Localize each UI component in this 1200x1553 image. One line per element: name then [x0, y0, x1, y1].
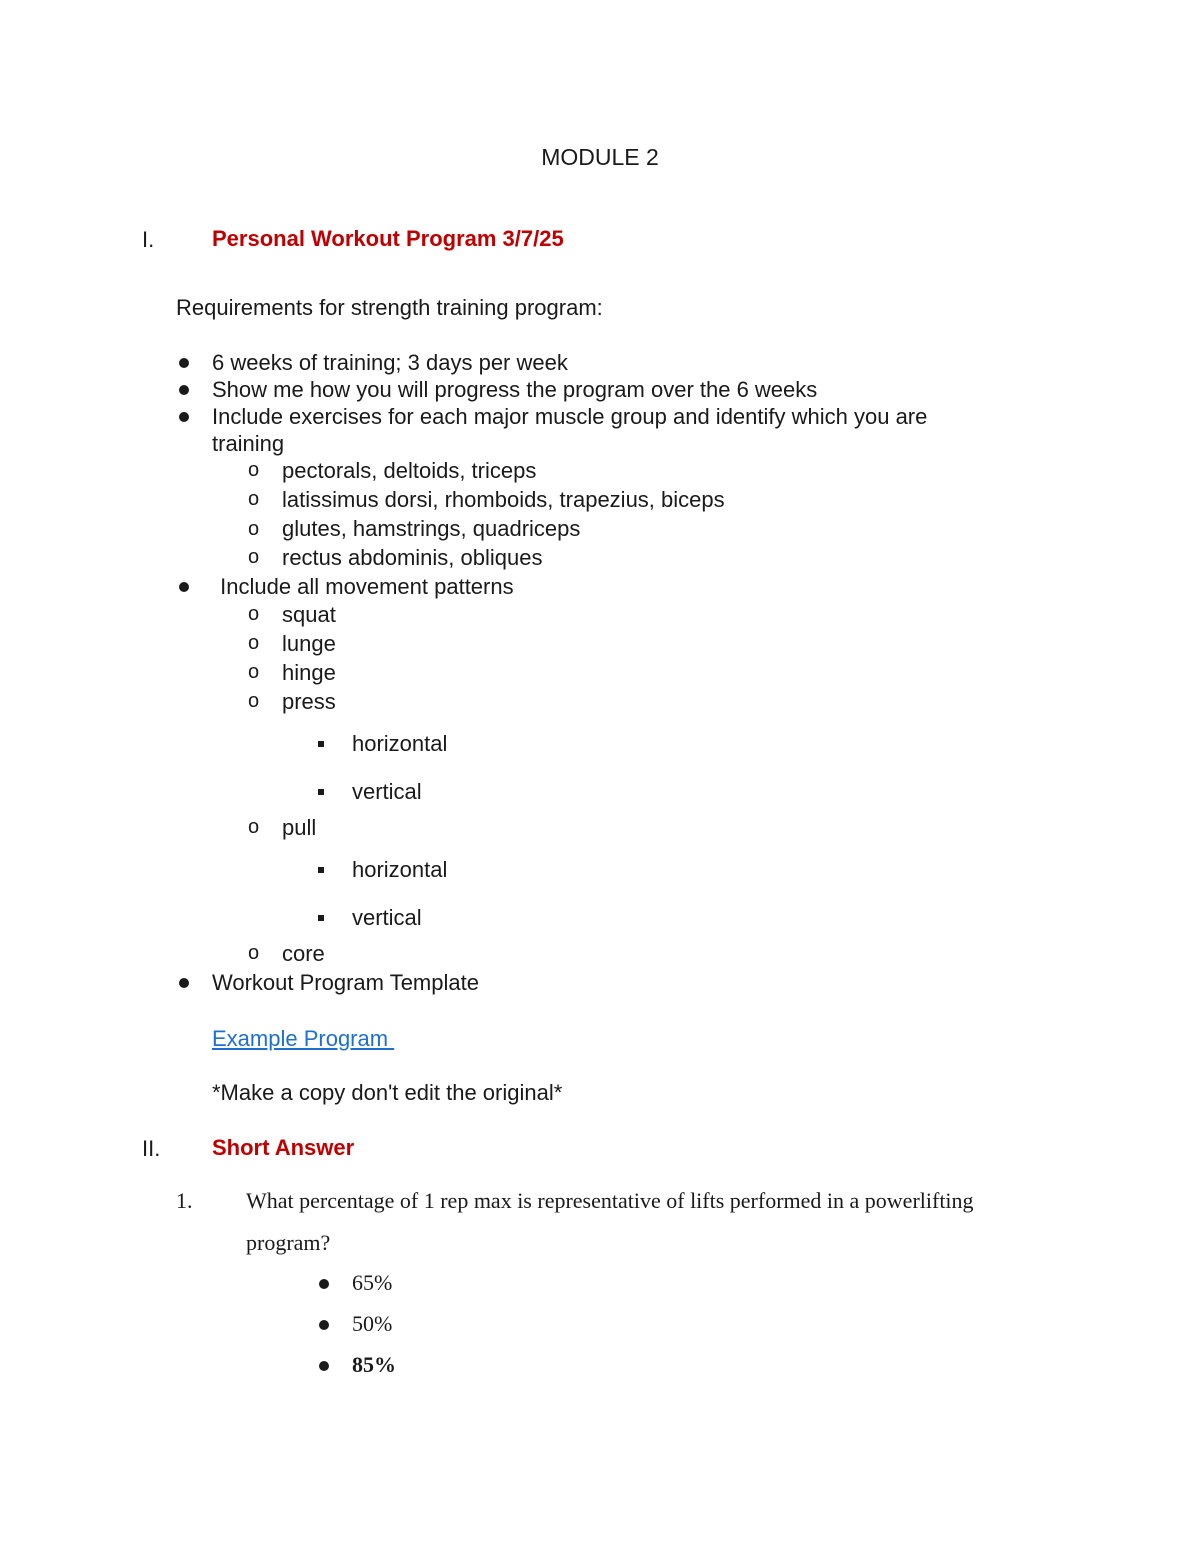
ring-marker: o — [248, 603, 260, 625]
sub-list-item: hinge — [282, 660, 336, 685]
answer-option-correct: 85% — [352, 1352, 396, 1377]
section-heading: Personal Workout Program 3/7/25 — [212, 226, 564, 251]
sub-sub-list-item: horizontal — [352, 731, 448, 756]
list-item: Show me how you will progress the program over the 6 weeks — [212, 377, 818, 402]
section-heading: Short Answer — [212, 1135, 355, 1160]
list-item: Workout Program Template — [212, 970, 479, 995]
sub-list-item: press — [282, 689, 336, 714]
copy-note: *Make a copy don't edit the original* — [212, 1080, 563, 1105]
square-bullet — [318, 789, 324, 795]
sub-sub-list-item: vertical — [352, 905, 422, 930]
requirements-intro: Requirements for strength training program: — [176, 295, 603, 320]
question-text-continuation: program? — [246, 1230, 331, 1255]
list-item-continuation: training — [212, 431, 285, 456]
ring-marker: o — [248, 661, 260, 683]
section-numeral: I. — [142, 227, 155, 252]
sub-list-item: pull — [282, 815, 317, 840]
answer-option: 50% — [352, 1311, 393, 1336]
bullet-disc — [179, 582, 189, 592]
sub-list-item: lunge — [282, 631, 336, 656]
square-bullet — [318, 741, 324, 747]
ring-marker: o — [248, 546, 260, 568]
bullet-disc — [319, 1279, 329, 1289]
ring-marker: o — [248, 488, 260, 510]
section-numeral: II. — [142, 1136, 161, 1161]
list-item: Include exercises for each major muscle group and identify which you are — [212, 404, 928, 429]
ring-marker: o — [248, 816, 260, 838]
question-number: 1. — [176, 1188, 193, 1213]
example-program-link[interactable]: Example Program — [212, 1026, 395, 1051]
sub-list-item: squat — [282, 602, 336, 627]
ring-marker: o — [248, 942, 260, 964]
list-item: 6 weeks of training; 3 days per week — [212, 350, 568, 375]
bullet-disc — [319, 1361, 329, 1371]
bullet-disc — [179, 385, 189, 395]
sub-list-item: latissimus dorsi, rhomboids, trapezius, biceps — [282, 487, 725, 512]
sub-list-item: pectorals, deltoids, triceps — [282, 458, 537, 483]
bullet-disc — [179, 358, 189, 368]
sub-sub-list-item: vertical — [352, 779, 422, 804]
ring-marker: o — [248, 632, 260, 654]
square-bullet — [318, 867, 324, 873]
question-text: What percentage of 1 rep max is representative of lifts performed in a powerlifting — [246, 1188, 974, 1213]
page-title: MODULE 2 — [541, 144, 659, 170]
bullet-disc — [319, 1320, 329, 1330]
sub-list-item: rectus abdominis, obliques — [282, 545, 543, 570]
answer-option: 65% — [352, 1270, 393, 1295]
ring-marker: o — [248, 518, 260, 540]
sub-sub-list-item: horizontal — [352, 857, 448, 882]
bullet-disc — [179, 412, 189, 422]
sub-list-item: glutes, hamstrings, quadriceps — [282, 516, 581, 541]
ring-marker: o — [248, 690, 260, 712]
sub-list-item: core — [282, 941, 325, 966]
list-item: Include all movement patterns — [214, 574, 514, 599]
ring-marker: o — [248, 459, 260, 481]
bullet-disc — [179, 978, 189, 988]
square-bullet — [318, 915, 324, 921]
